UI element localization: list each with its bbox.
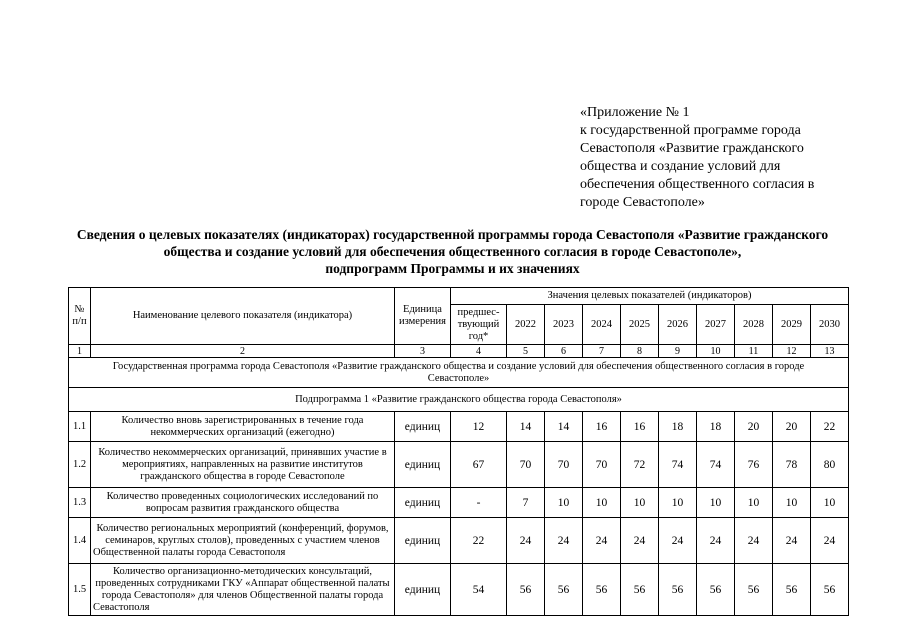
program-row: Государственная программа города Севастополя «Развитие гражданского общества и создание условий для обеспечения общественного согласия в городе Севастополе» <box>69 358 849 388</box>
appendix-line: городе Севастополе» <box>580 195 705 210</box>
row-value: 70 <box>583 442 621 488</box>
appendix-line: Севастополя «Развитие гражданского <box>580 141 804 156</box>
row-value: 10 <box>697 488 735 518</box>
col-number: 2 <box>91 345 395 358</box>
appendix-line: к государственной программе города <box>580 123 801 138</box>
row-value: 10 <box>621 488 659 518</box>
table-row <box>69 412 849 442</box>
header-name: Наименование целевого показателя (индикатора) <box>91 288 395 345</box>
row-value: 10 <box>811 488 849 518</box>
row-value: 10 <box>735 488 773 518</box>
row-value: 70 <box>507 442 545 488</box>
row-value: 18 <box>697 412 735 442</box>
col-number: 11 <box>735 345 773 358</box>
row-value: 74 <box>659 442 697 488</box>
col-number: 6 <box>545 345 583 358</box>
row-value: 10 <box>773 488 811 518</box>
row-value: 56 <box>697 564 735 616</box>
row-unit: единиц <box>395 518 451 564</box>
row-value: 76 <box>735 442 773 488</box>
col-number: 4 <box>451 345 507 358</box>
row-value: 20 <box>735 412 773 442</box>
row-num: 1.3 <box>69 488 91 518</box>
table-row <box>69 564 849 616</box>
row-name: Количество региональных мероприятий (конференций, форумов, семинаров, круглых столов), проведенных с участием членов Общественной палаты города Севастополя <box>91 518 395 564</box>
table-row <box>69 518 849 564</box>
header-prev-year: предшес-твующий год* <box>451 305 507 345</box>
row-value: 54 <box>451 564 507 616</box>
row-value: 22 <box>451 518 507 564</box>
row-num: 1.2 <box>69 442 91 488</box>
appendix-line: общества и создание условий для <box>580 159 781 174</box>
document-title <box>20 226 885 277</box>
header-values-group: Значения целевых показателей (индикаторов) <box>451 288 849 305</box>
row-name: Количество организационно-методических консультаций, проведенных сотрудниками ГКУ «Аппарат общественной палаты города Севастополя» для членов Общественной палаты города Севастополя <box>91 564 395 616</box>
row-value: 56 <box>659 564 697 616</box>
row-value: 56 <box>773 564 811 616</box>
row-value: 70 <box>545 442 583 488</box>
title-line: Сведения о целевых показателях (индикаторах) государственной программы города Севастополя «Развитие гражданского <box>76 227 829 242</box>
row-value: 24 <box>697 518 735 564</box>
row-value: 22 <box>811 412 849 442</box>
row-value: 10 <box>583 488 621 518</box>
header-num: № п/п <box>69 288 91 345</box>
row-value: 24 <box>811 518 849 564</box>
row-value: 16 <box>621 412 659 442</box>
row-value: 74 <box>697 442 735 488</box>
row-num: 1.5 <box>69 564 91 616</box>
header-year: 2027 <box>697 305 735 345</box>
row-value: 16 <box>583 412 621 442</box>
col-number: 7 <box>583 345 621 358</box>
row-value: 14 <box>545 412 583 442</box>
col-number: 1 <box>69 345 91 358</box>
row-unit: единиц <box>395 442 451 488</box>
row-value: 56 <box>621 564 659 616</box>
col-number: 3 <box>395 345 451 358</box>
row-num: 1.1 <box>69 412 91 442</box>
col-number: 13 <box>811 345 849 358</box>
col-number: 8 <box>621 345 659 358</box>
header-year: 2028 <box>735 305 773 345</box>
col-number: 9 <box>659 345 697 358</box>
row-value: 14 <box>507 412 545 442</box>
row-value: 78 <box>773 442 811 488</box>
row-value: 72 <box>621 442 659 488</box>
row-value: 24 <box>735 518 773 564</box>
row-name: Количество некоммерческих организаций, принявших участие в мероприятиях, направленных на развитие институтов гражданского общества в городе Севастополе <box>91 442 395 488</box>
header-year: 2026 <box>659 305 697 345</box>
indicators-table <box>68 287 849 616</box>
row-value: 24 <box>507 518 545 564</box>
table-row <box>69 442 849 488</box>
row-unit: единиц <box>395 412 451 442</box>
row-value: 56 <box>811 564 849 616</box>
header-unit: Единица измерения <box>395 288 451 345</box>
header-year: 2025 <box>621 305 659 345</box>
col-number: 10 <box>697 345 735 358</box>
col-number: 5 <box>507 345 545 358</box>
row-value: 56 <box>735 564 773 616</box>
row-value: 12 <box>451 412 507 442</box>
title-line: подпрограмм Программы и их значениях <box>325 261 580 276</box>
row-value: - <box>451 488 507 518</box>
header-year: 2024 <box>583 305 621 345</box>
row-unit: единиц <box>395 564 451 616</box>
row-value: 10 <box>545 488 583 518</box>
header-year: 2022 <box>507 305 545 345</box>
row-value: 24 <box>773 518 811 564</box>
table-row <box>69 488 849 518</box>
appendix-block <box>580 104 880 212</box>
row-value: 56 <box>583 564 621 616</box>
column-number-row <box>69 345 849 358</box>
appendix-line: «Приложение № 1 <box>580 105 690 120</box>
row-value: 18 <box>659 412 697 442</box>
appendix-line: обеспечения общественного согласия в <box>580 177 815 192</box>
header-year: 2029 <box>773 305 811 345</box>
row-value: 67 <box>451 442 507 488</box>
col-number: 12 <box>773 345 811 358</box>
row-value: 80 <box>811 442 849 488</box>
row-value: 10 <box>659 488 697 518</box>
row-unit: единиц <box>395 488 451 518</box>
title-line: общества и создание условий для обеспечения общественного согласия в городе Севастополе», <box>163 244 742 259</box>
row-value: 56 <box>545 564 583 616</box>
header-year: 2030 <box>811 305 849 345</box>
row-name: Количество проведенных социологических исследований по вопросам развития гражданского общества <box>91 488 395 518</box>
header-year: 2023 <box>545 305 583 345</box>
row-value: 20 <box>773 412 811 442</box>
row-num: 1.4 <box>69 518 91 564</box>
row-name: Количество вновь зарегистрированных в течение года некоммерческих организаций (ежегодно) <box>91 412 395 442</box>
row-value: 56 <box>507 564 545 616</box>
subprogram-row: Подпрограмма 1 «Развитие гражданского общества города Севастополя» <box>69 388 849 412</box>
row-value: 24 <box>583 518 621 564</box>
row-value: 24 <box>621 518 659 564</box>
row-value: 24 <box>659 518 697 564</box>
row-value: 24 <box>545 518 583 564</box>
row-value: 7 <box>507 488 545 518</box>
